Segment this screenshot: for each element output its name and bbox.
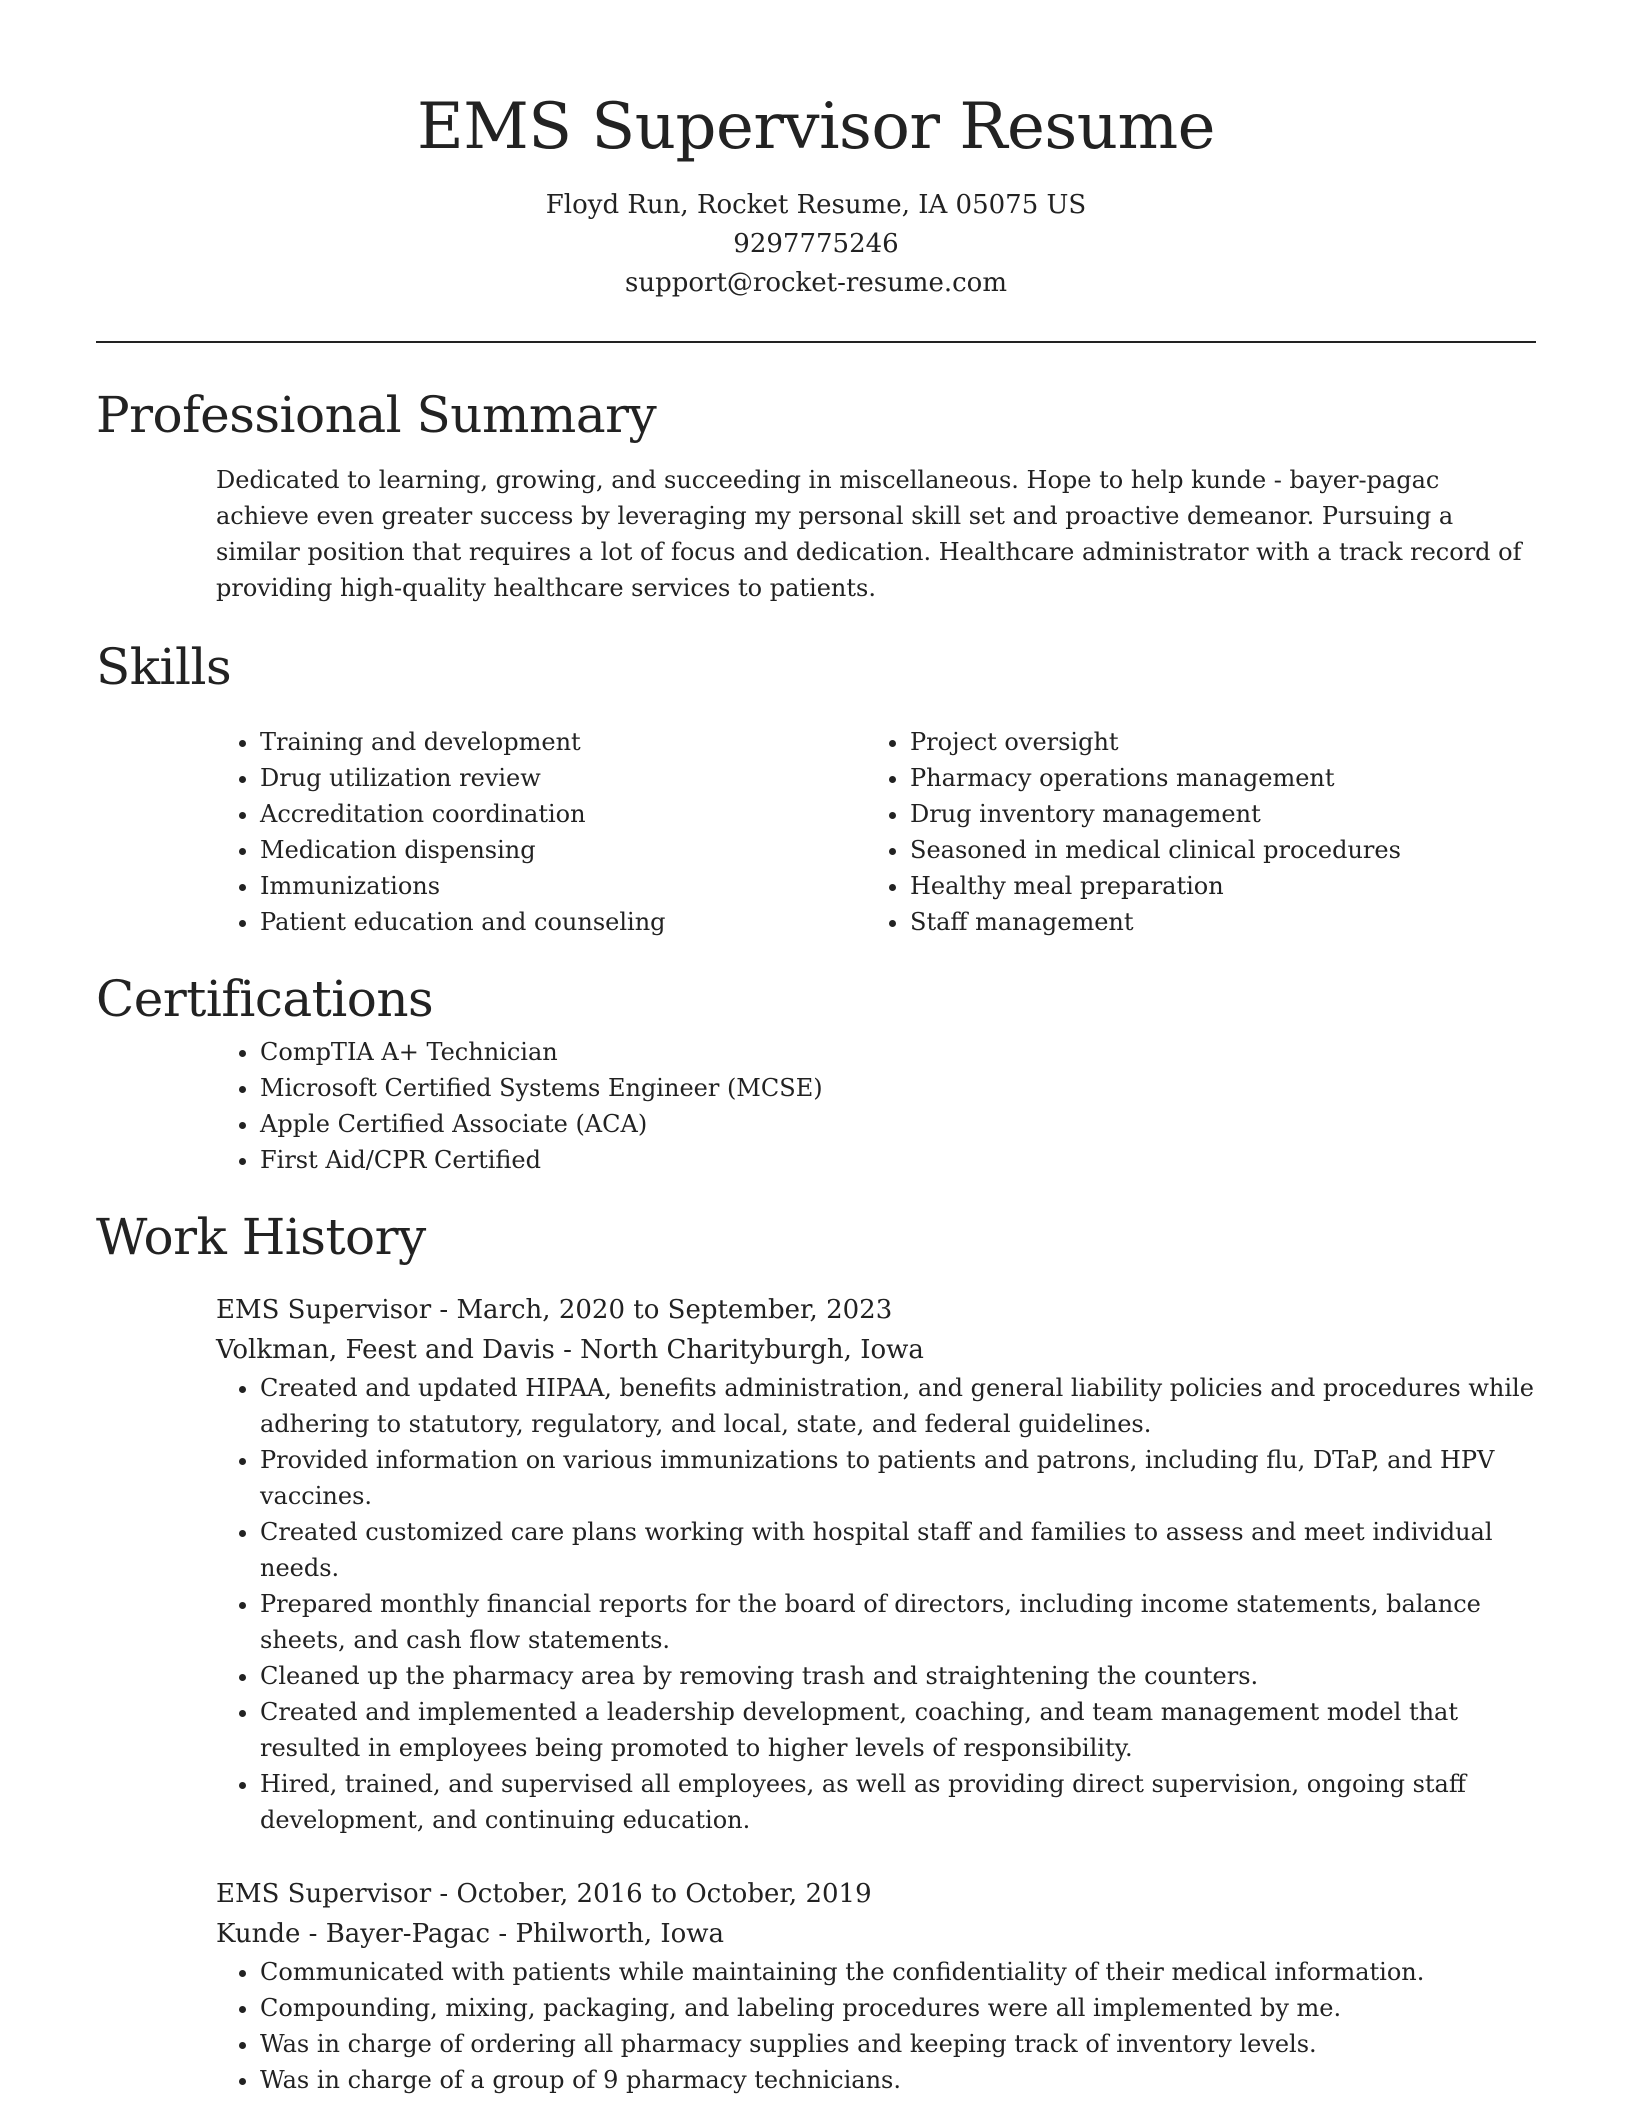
job-company: Volkman, Feest and Davis bbox=[216, 1335, 555, 1365]
summary-section bbox=[96, 380, 1536, 606]
skill-item: • Medication dispensing bbox=[260, 832, 866, 868]
job-location: - Philworth, Iowa bbox=[490, 1919, 725, 1949]
header-divider bbox=[96, 341, 1536, 343]
job-duty-item: • Provided information on various immunizations to patients and patrons, including flu, DTaP, and HPV vaccines. bbox=[260, 1442, 1536, 1514]
job-duty-item: • Compounding, mixing, packaging, and labeling procedures were all implemented by me. bbox=[260, 1990, 1536, 2026]
certifications-heading: Certifications bbox=[96, 970, 434, 1028]
skill-item: • Drug inventory management bbox=[910, 796, 1516, 832]
certifications-section bbox=[96, 964, 1536, 1178]
skill-item: • Pharmacy operations management bbox=[910, 760, 1516, 796]
job-company-line bbox=[216, 1914, 1536, 1954]
skills-grid bbox=[216, 724, 1536, 940]
work-history-heading: Work History bbox=[96, 1208, 426, 1266]
skill-item: • Immunizations bbox=[260, 868, 866, 904]
job-company: Kunde - Bayer-Pagac bbox=[216, 1919, 491, 1949]
certification-item: • Microsoft Certified Systems Engineer (MCSE) bbox=[260, 1070, 1536, 1106]
resume-content bbox=[96, 380, 1536, 2098]
skills-column-left bbox=[216, 724, 866, 940]
job-dates: - October, 2016 to October, 2019 bbox=[431, 1879, 872, 1909]
job-entry bbox=[216, 1874, 1536, 2098]
job-duty-item: • Hired, trained, and supervised all employees, as well as providing direct supervision, ongoing staff development, and continuing education. bbox=[260, 1766, 1536, 1838]
skill-item: • Accreditation coordination bbox=[260, 796, 866, 832]
job-duty-item: • Created and updated HIPAA, benefits administration, and general liability policies and procedures while adhering to statutory, regulatory, and local, state, and federal guidelines. bbox=[260, 1370, 1536, 1442]
job-company-line bbox=[216, 1330, 1536, 1370]
certification-item: • Apple Certified Associate (ACA) bbox=[260, 1106, 1536, 1142]
skills-column-right bbox=[866, 724, 1516, 940]
skills-section bbox=[96, 632, 1536, 940]
summary-text: Dedicated to learning, growing, and succeeding in miscellaneous. Hope to help kunde - bayer-pagac achieve even greater success by leveraging my personal skill set and proactive demeanor. Pursuing a similar position that requires a lot of focus and dedication. Healthcare administrator with a track record of providing high-quality healthcare services to patients. bbox=[216, 466, 1522, 602]
skill-item: • Staff management bbox=[910, 904, 1516, 940]
certifications-list bbox=[216, 1034, 1536, 1178]
job-title-line bbox=[216, 1874, 1536, 1914]
skill-item: • Drug utilization review bbox=[260, 760, 866, 796]
job-duty-item: • Was in charge of a group of 9 pharmacy technicians. bbox=[260, 2062, 1536, 2098]
job-duty-item: • Created and implemented a leadership development, coaching, and team management model that resulted in employees being promoted to higher levels of responsibility. bbox=[260, 1694, 1536, 1766]
skills-heading: Skills bbox=[96, 638, 232, 696]
work-history-section bbox=[96, 1202, 1536, 2098]
skill-item: • Healthy meal preparation bbox=[910, 868, 1516, 904]
contact-info bbox=[0, 186, 1632, 303]
job-duty-item: • Cleaned up the pharmacy area by removing trash and straightening the counters. bbox=[260, 1658, 1536, 1694]
job-duty-item: • Was in charge of ordering all pharmacy supplies and keeping track of inventory levels. bbox=[260, 2026, 1536, 2062]
job-title-line bbox=[216, 1290, 1536, 1330]
skill-item: • Project oversight bbox=[910, 724, 1516, 760]
job-title: EMS Supervisor bbox=[216, 1879, 432, 1909]
job-duties-list bbox=[216, 1954, 1536, 2098]
page-title: EMS Supervisor Resume bbox=[416, 90, 1216, 164]
job-duty-item: • Communicated with patients while maintaining the confidentiality of their medical information. bbox=[260, 1954, 1536, 1990]
certification-item: • CompTIA A+ Technician bbox=[260, 1034, 1536, 1070]
job-location: - North Charityburgh, Iowa bbox=[554, 1335, 924, 1365]
phone-text: 9297775246 bbox=[733, 229, 899, 259]
skill-item: • Training and development bbox=[260, 724, 866, 760]
skill-item: • Seasoned in medical clinical procedures bbox=[910, 832, 1516, 868]
certification-item: • First Aid/CPR Certified bbox=[260, 1142, 1536, 1178]
job-duty-item: • Prepared monthly financial reports for the board of directors, including income statements, balance sheets, and cash flow statements. bbox=[260, 1586, 1536, 1658]
skill-item: • Patient education and counseling bbox=[260, 904, 866, 940]
job-dates: - March, 2020 to September, 2023 bbox=[431, 1295, 893, 1325]
job-entry bbox=[216, 1290, 1536, 1838]
job-duty-item: • Created customized care plans working with hospital staff and families to assess and meet individual needs. bbox=[260, 1514, 1536, 1586]
resume-header bbox=[0, 0, 1632, 303]
job-duties-list bbox=[216, 1370, 1536, 1838]
address-text: Floyd Run, Rocket Resume, IA 05075 US bbox=[545, 190, 1087, 220]
job-title: EMS Supervisor bbox=[216, 1295, 432, 1325]
email-text: support@rocket-resume.com bbox=[624, 268, 1007, 298]
summary-heading: Professional Summary bbox=[96, 386, 657, 444]
